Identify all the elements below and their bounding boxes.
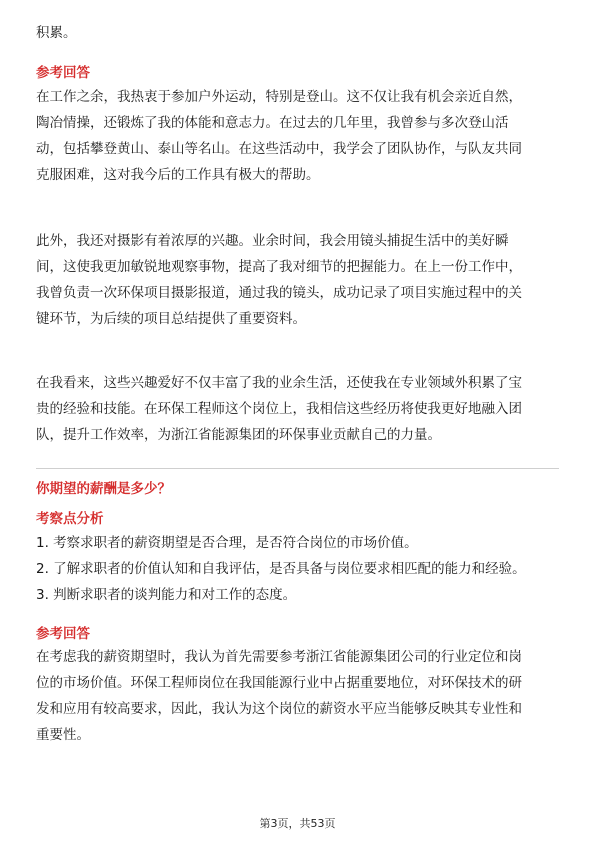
list-item: 2. 了解求职者的价值认知和自我评估，是否具备与岗位要求相匹配的能力和经验。 bbox=[36, 561, 526, 577]
section-divider bbox=[36, 468, 559, 469]
question-title: 你期望的薪酬是多少？ bbox=[36, 481, 171, 497]
reference-answer-label: 参考回答 bbox=[36, 626, 90, 642]
answer-paragraph-2 bbox=[36, 228, 559, 332]
text-line: 队，提升工作效率，为浙江省能源集团的环保事业贡献自己的力量。 bbox=[36, 427, 441, 443]
text-line: 动，包括攀登黄山、泰山等名山。在这些活动中，我学会了团队协作，与队友共同 bbox=[36, 141, 522, 157]
text-line: 键环节，为后续的项目总结提供了重要资料。 bbox=[36, 311, 306, 327]
text-line: 克服困难，这对我今后的工作具有极大的帮助。 bbox=[36, 167, 320, 183]
analysis-label: 考察点分析 bbox=[36, 511, 104, 527]
text-line: 陶冶情操，还锻炼了我的体能和意志力。在过去的几年里，我曾参与多次登山活 bbox=[36, 115, 509, 131]
text-line: 重要性。 bbox=[36, 727, 90, 743]
text-line: 间，这使我更加敏锐地观察事物，提高了我对细节的把握能力。在上一份工作中， bbox=[36, 259, 522, 275]
salary-answer-paragraph bbox=[36, 644, 559, 748]
text-line: 位的市场价值。环保工程师岗位在我国能源行业中占据重要地位，对环保技术的研 bbox=[36, 675, 522, 691]
text-line: 贵的经验和技能。在环保工程师这个岗位上，我相信这些经历将使我更好地融入团 bbox=[36, 401, 522, 417]
text-line: 发和应用有较高要求，因此，我认为这个岗位的薪资水平应当能够反映其专业性和 bbox=[36, 701, 522, 717]
text-line: 此外，我还对摄影有着浓厚的兴趣。业余时间，我会用镜头捕捉生活中的美好瞬 bbox=[36, 233, 509, 249]
list-item: 1. 考察求职者的薪资期望是否合理，是否符合岗位的市场价值。 bbox=[36, 535, 418, 551]
answer-paragraph-1 bbox=[36, 84, 559, 188]
text-line: 在工作之余，我热衷于参加户外运动，特别是登山。这不仅让我有机会亲近自然， bbox=[36, 89, 522, 105]
continuation-text: 积累。 bbox=[36, 25, 77, 41]
reference-answer-label: 参考回答 bbox=[36, 65, 90, 81]
text-line: 在我看来，这些兴趣爱好不仅丰富了我的业余生活，还使我在专业领域外积累了宝 bbox=[36, 375, 522, 391]
page-number: 第3页，共53页 bbox=[259, 817, 336, 830]
text-line: 我曾负责一次环保项目摄影报道，通过我的镜头，成功记录了项目实施过程中的关 bbox=[36, 285, 522, 301]
list-item: 3. 判断求职者的谈判能力和对工作的态度。 bbox=[36, 587, 297, 603]
answer-paragraph-3 bbox=[36, 370, 559, 448]
text-line: 在考虑我的薪资期望时，我认为首先需要参考浙江省能源集团公司的行业定位和岗 bbox=[36, 649, 522, 665]
analysis-points-list bbox=[36, 530, 559, 608]
